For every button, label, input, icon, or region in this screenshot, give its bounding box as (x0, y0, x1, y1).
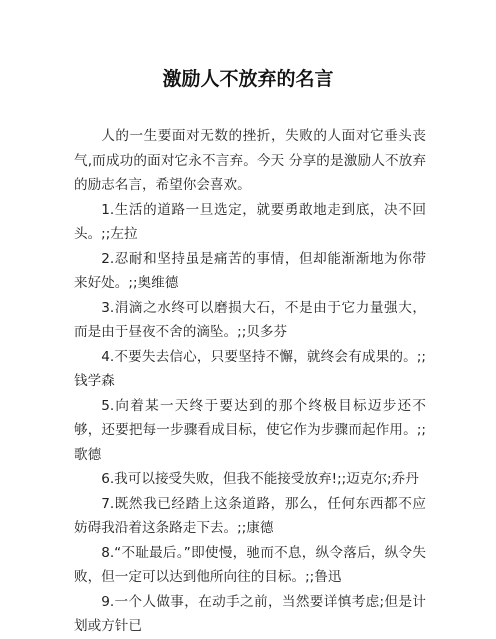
article-body (74, 124, 426, 639)
quote-paragraph: 8.“不耻最后。”即使慢，驰而不息，纵令落后，纵令失败，但一定可以达到他所向往的目标。;;鲁迅 (74, 544, 426, 585)
quote-paragraph: 4.不要失去信心，只要坚持不懈，就终会有成果的。;;钱学森 (74, 348, 426, 389)
quote-paragraph: 9.一个人做事，在动手之前，当然要详慎考虑;但是计划或方针已 (74, 593, 426, 634)
intro-paragraph: 人的一生要面对无数的挫折，失败的人面对它垂头丧气,而成功的面对它永不言弃。今天 分享的是激励人不放弃的励志名言，希望你会喜欢。 (74, 128, 426, 193)
quote-paragraph: 3.涓滴之水终可以磨损大石，不是由于它力量强大，而是由于昼夜不舍的滴坠。;;贝多芬 (74, 299, 426, 340)
quote-paragraph: 6.我可以接受失败，但我不能接受放弃!;;迈克尔;乔丹 (101, 471, 419, 487)
quote-paragraph: 2.忍耐和坚持虽是痛苦的事情，但却能渐渐地为你带来好处。;;奥维德 (74, 250, 426, 291)
quote-paragraph: 7.既然我已经踏上这条道路，那么，任何东西都不应妨碍我沿着这条路走下去。;;康德 (74, 495, 426, 536)
article-title: 激励人不放弃的名言 (162, 68, 334, 90)
quote-paragraph: 5.向着某一天终于要达到的那个终极目标迈步还不够，还要把每一步骤看成目标，使它作为步骤而起作用。;;歌德 (74, 397, 426, 463)
quote-paragraph: 1.生活的道路一旦选定，就要勇敢地走到底，决不回头。;;左拉 (74, 201, 426, 242)
